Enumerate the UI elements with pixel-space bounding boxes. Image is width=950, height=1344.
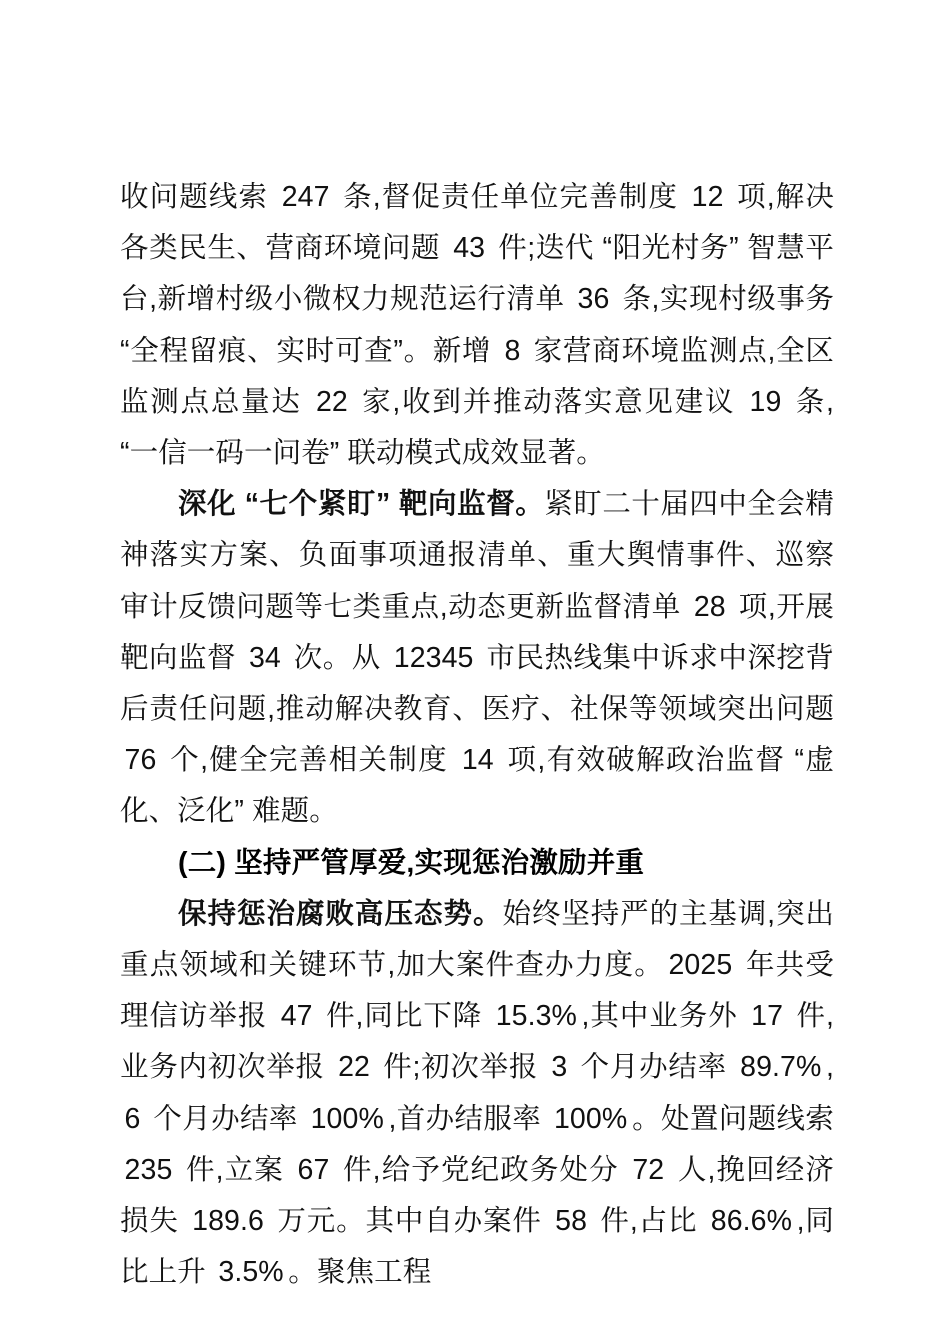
paragraph-continued-supervision (120, 172, 834, 479)
paragraph-text: 紧盯二十届四中全会精神落实方案、负面事项通报清单、重大舆情事件、巡察审计反馈问题等七类重点,动态更新监督清单 28 项,开展靶向监督 34 次。从 12345 市民热线集中诉求中深挖背后责任问题,推动解决教育、医疗、社保等领域突出问题 76 个,健全完善相关制度 14 项,有效破解政治监督 “虚化、泛化” 难题。 (120, 488, 834, 828)
subheading-text: (二) 坚持严管厚爱,实现惩治激励并重 (178, 846, 645, 879)
lead-sentence-high-pressure: 保持惩治腐败高压态势。 (178, 897, 503, 930)
document-body (120, 172, 834, 1298)
paragraph-text: 始终坚持严的主基调,突出重点领域和关键环节,加大案件查办力度。 2025 年共受理信访举报 47 件,同比下降 15.3% ,其中业务外 17 件,业务内初次举报 22 件;初次举报 3 个月办结率 89.7% ,6 个月办结率 100% ,首办结服率 100% 。处置问题线索 235 件,立案 67 件,给予党纪政务处分 72 人,挽回经济损失 189.6 万元。其中自办案件 58 件,占比 86.6% ,同比上升 3.5% 。聚焦工程 (120, 897, 835, 1289)
paragraph-text: 收问题线索 247 条,督促责任单位完善制度 12 项,解决各类民生、营商环境问题 43 件;迭代 “阳光村务” 智慧平台,新增村级小微权力规范运行清单 36 条,实现村级事务 “全程留痕、实时可查”。新增 8 家营商环境监测点,全区监测点总量达 22 家,收到并推动落实意见建议 19 条, “一信一码一问卷” 联动模式成效显著。 (120, 181, 835, 470)
paragraph-high-pressure-punishment (120, 889, 834, 1299)
lead-sentence-seven-focus: 深化 “七个紧盯” 靶向监督。 (178, 488, 545, 521)
subheading-section-two (120, 838, 834, 889)
paragraph-seven-focus (120, 479, 834, 837)
